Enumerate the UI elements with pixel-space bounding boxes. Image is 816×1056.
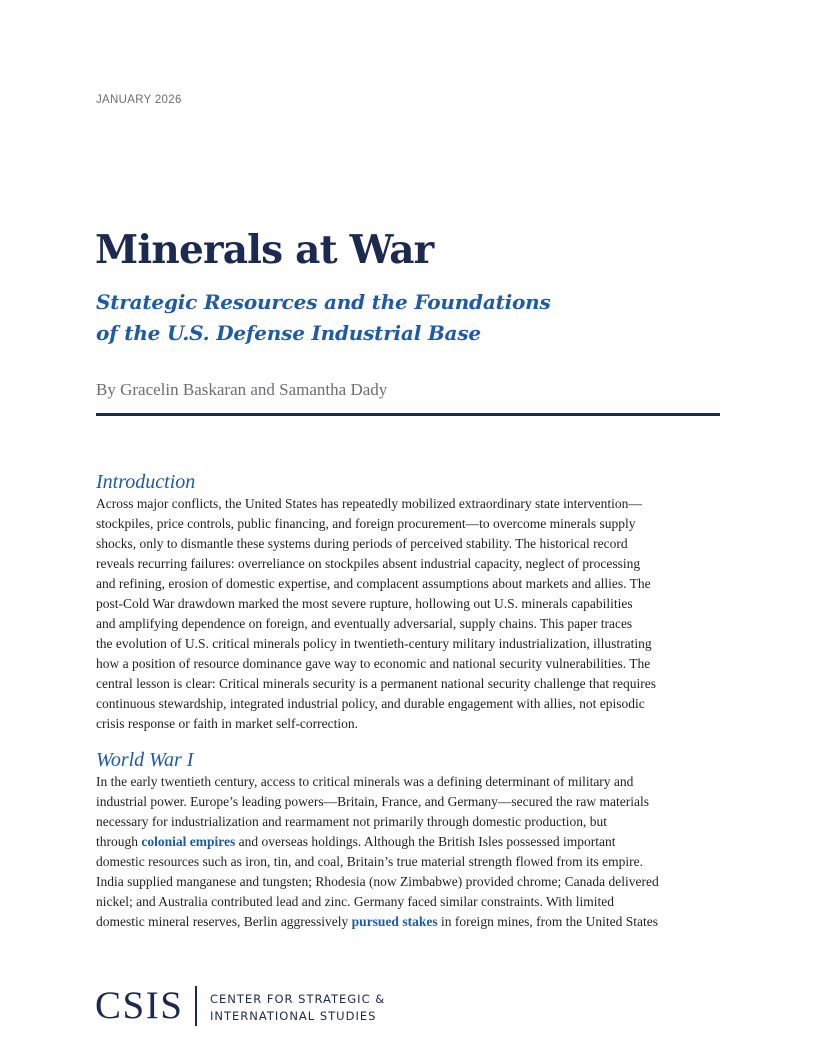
title-divider <box>96 413 720 416</box>
paragraph-line: India supplied manganese and tungsten; Rhodesia (now Zimbabwe) provided chrome; Canada delivered <box>96 874 659 889</box>
world-war-i-paragraph <box>96 772 724 932</box>
pursued-stakes-link[interactable]: pursued stakes <box>351 914 438 929</box>
paragraph-line: how a position of resource dominance gave way to economic and national security vulnerabilities. The <box>96 656 651 671</box>
paragraph-line: and refining, erosion of domestic expertise, and complacent assumptions about markets and allies. The <box>96 576 651 591</box>
world-war-i-section <box>96 748 724 932</box>
paragraph-line: stockpiles, price controls, public financing, and foreign procurement—to overcome minerals supply <box>96 516 636 531</box>
paragraph-line: necessary for industrialization and rearmament not primarily through domestic production, but <box>96 814 607 829</box>
introduction-paragraph <box>96 494 724 734</box>
paragraph-line: nickel; and Australia contributed lead and zinc. Germany faced similar constraints. With limited <box>96 894 615 909</box>
subtitle-line: Strategic Resources and the Foundations <box>96 290 551 314</box>
text-fragment: through <box>96 834 142 849</box>
paragraph-line: Across major conflicts, the United States has repeatedly mobilized extraordinary state intervention— <box>96 496 642 511</box>
paragraph-line: crisis response or faith in market self-correction. <box>96 716 359 731</box>
paragraph-line: domestic resources such as iron, tin, and coal, Britain’s true material strength flowed from its empire. <box>96 854 643 869</box>
report-title: Minerals at War <box>95 227 434 273</box>
paragraph-line: industrial power. Europe’s leading powers—Britain, France, and Germany—secured the raw materials <box>96 794 649 809</box>
paragraph-line <box>96 832 724 852</box>
organization-name-line: INTERNATIONAL STUDIES <box>210 1009 377 1023</box>
paragraph-line: reveals recurring failures: overreliance on stockpiles absent industrial capacity, neglect of processing <box>96 556 641 571</box>
paragraph-line <box>96 912 724 932</box>
paragraph-line: continuous stewardship, integrated industrial policy, and durable engagement with allies, not episodic <box>96 696 645 711</box>
subtitle-line: of the U.S. Defense Industrial Base <box>96 321 481 345</box>
author-byline: By Gracelin Baskaran and Samantha Dady <box>96 380 388 399</box>
report-date: JANUARY 2026 <box>96 94 182 106</box>
text-fragment: and overseas holdings. Although the British Isles possessed important <box>235 834 616 849</box>
section-heading: World War I <box>96 749 194 771</box>
paragraph-line: In the early twentieth century, access to critical minerals was a defining determinant of military and <box>96 774 634 789</box>
paragraph-line: shocks, only to dismantle these systems during periods of perceived stability. The historical record <box>96 536 628 551</box>
paragraph-line: the evolution of U.S. critical minerals policy in twentieth-century military industrialization, illustrating <box>96 636 652 651</box>
logo-divider <box>195 986 197 1026</box>
text-fragment: in foreign mines, from the United States <box>437 914 659 929</box>
colonial-empires-link[interactable]: colonial empires <box>141 834 236 849</box>
text-fragment: domestic mineral reserves, Berlin aggressively <box>96 914 352 929</box>
introduction-section <box>96 470 724 734</box>
organization-name <box>210 991 385 1025</box>
section-heading: Introduction <box>96 471 196 493</box>
paragraph-line: and amplifying dependence on foreign, and eventually adversarial, supply chains. This paper traces <box>96 616 633 631</box>
organization-name-line: CENTER FOR STRATEGIC & <box>210 992 386 1006</box>
csis-logo: CSIS <box>95 984 184 1027</box>
paragraph-line: central lesson is clear: Critical minerals security is a permanent national security challenge that requires <box>96 676 657 691</box>
paragraph-line: post-Cold War drawdown marked the most severe rupture, hollowing out U.S. minerals capabilities <box>96 596 633 611</box>
report-subtitle <box>96 287 551 349</box>
